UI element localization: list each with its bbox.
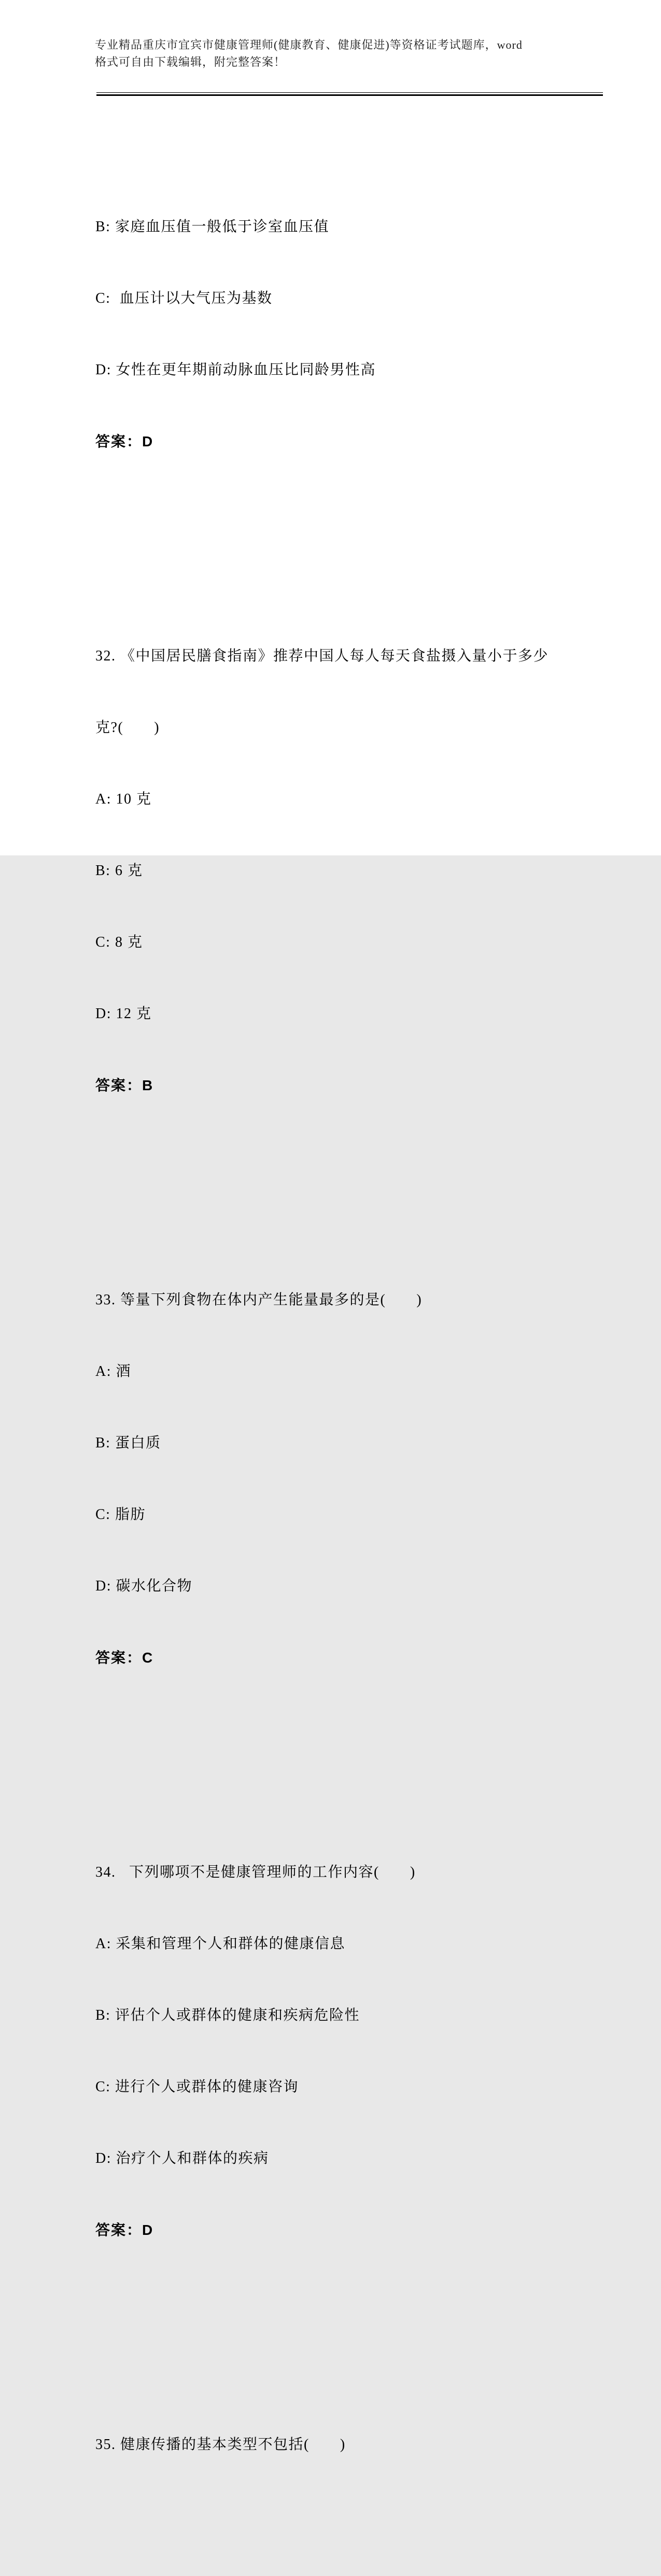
option-line-d: D: 12 克 [95, 1006, 152, 1022]
header-divider-rule [96, 92, 603, 96]
question-title-line-2: 克?( ) [95, 720, 160, 736]
answer-line: 答案：D [95, 2222, 154, 2238]
page-header [95, 36, 577, 71]
option-line-d: D: 女性在更年期前动脉血压比同龄男性高 [95, 362, 376, 378]
option-line-a: A: 酒 [95, 1363, 132, 1380]
option-line-b: B: 6 克 [95, 863, 143, 879]
option-line-d: D: 治疗个人和群体的疾病 [95, 2150, 269, 2166]
option-line-c: C: 脂肪 [95, 1507, 146, 1523]
answer-line: 答案：D [95, 433, 154, 449]
option-line-d: D: 碳水化合物 [95, 1578, 193, 1594]
question-title-line-1: 32. 《中国居民膳食指南》推荐中国人每人每天食盐摄入量小于多少 [95, 648, 549, 664]
option-line-c: C: 进行个人或群体的健康咨询 [95, 2079, 299, 2095]
document-body [95, 96, 606, 2576]
header-line-2: 格式可自由下载编辑，附完整答案！ [95, 55, 286, 68]
header-line-1: 专业精品重庆市宜宾市健康管理师(健康教育、健康促进)等资格证考试题库，word [95, 38, 523, 51]
answer-line: 答案：C [95, 1650, 154, 1666]
question-title: 35. 健康传播的基本类型不包括( ) [95, 2437, 346, 2453]
option-line-a: A: 10 克 [95, 791, 152, 807]
option-line-b: B: 家庭血压值一般低于诊室血压值 [95, 219, 329, 235]
question-33-block [95, 1241, 606, 1718]
question-32-block [95, 597, 606, 1145]
option-line-a: A: 采集和管理个人和群体的健康信息 [95, 1936, 346, 1952]
question-35-block [95, 2385, 606, 2504]
question-31-options-block [95, 167, 606, 501]
question-34-block [95, 1813, 606, 2290]
option-line-c: C: 血压计以大气压为基数 [95, 290, 273, 306]
option-line-b: B: 评估个人或群体的健康和疾病危险性 [95, 2007, 360, 2023]
option-line-c: C: 8 克 [95, 934, 143, 950]
option-line-b: B: 蛋白质 [95, 1435, 161, 1451]
answer-line: 答案：B [95, 1077, 154, 1093]
question-title: 33. 等量下列食物在体内产生能量最多的是( ) [95, 1292, 423, 1308]
question-title: 34. 下列哪项不是健康管理师的工作内容( ) [95, 1864, 416, 1880]
